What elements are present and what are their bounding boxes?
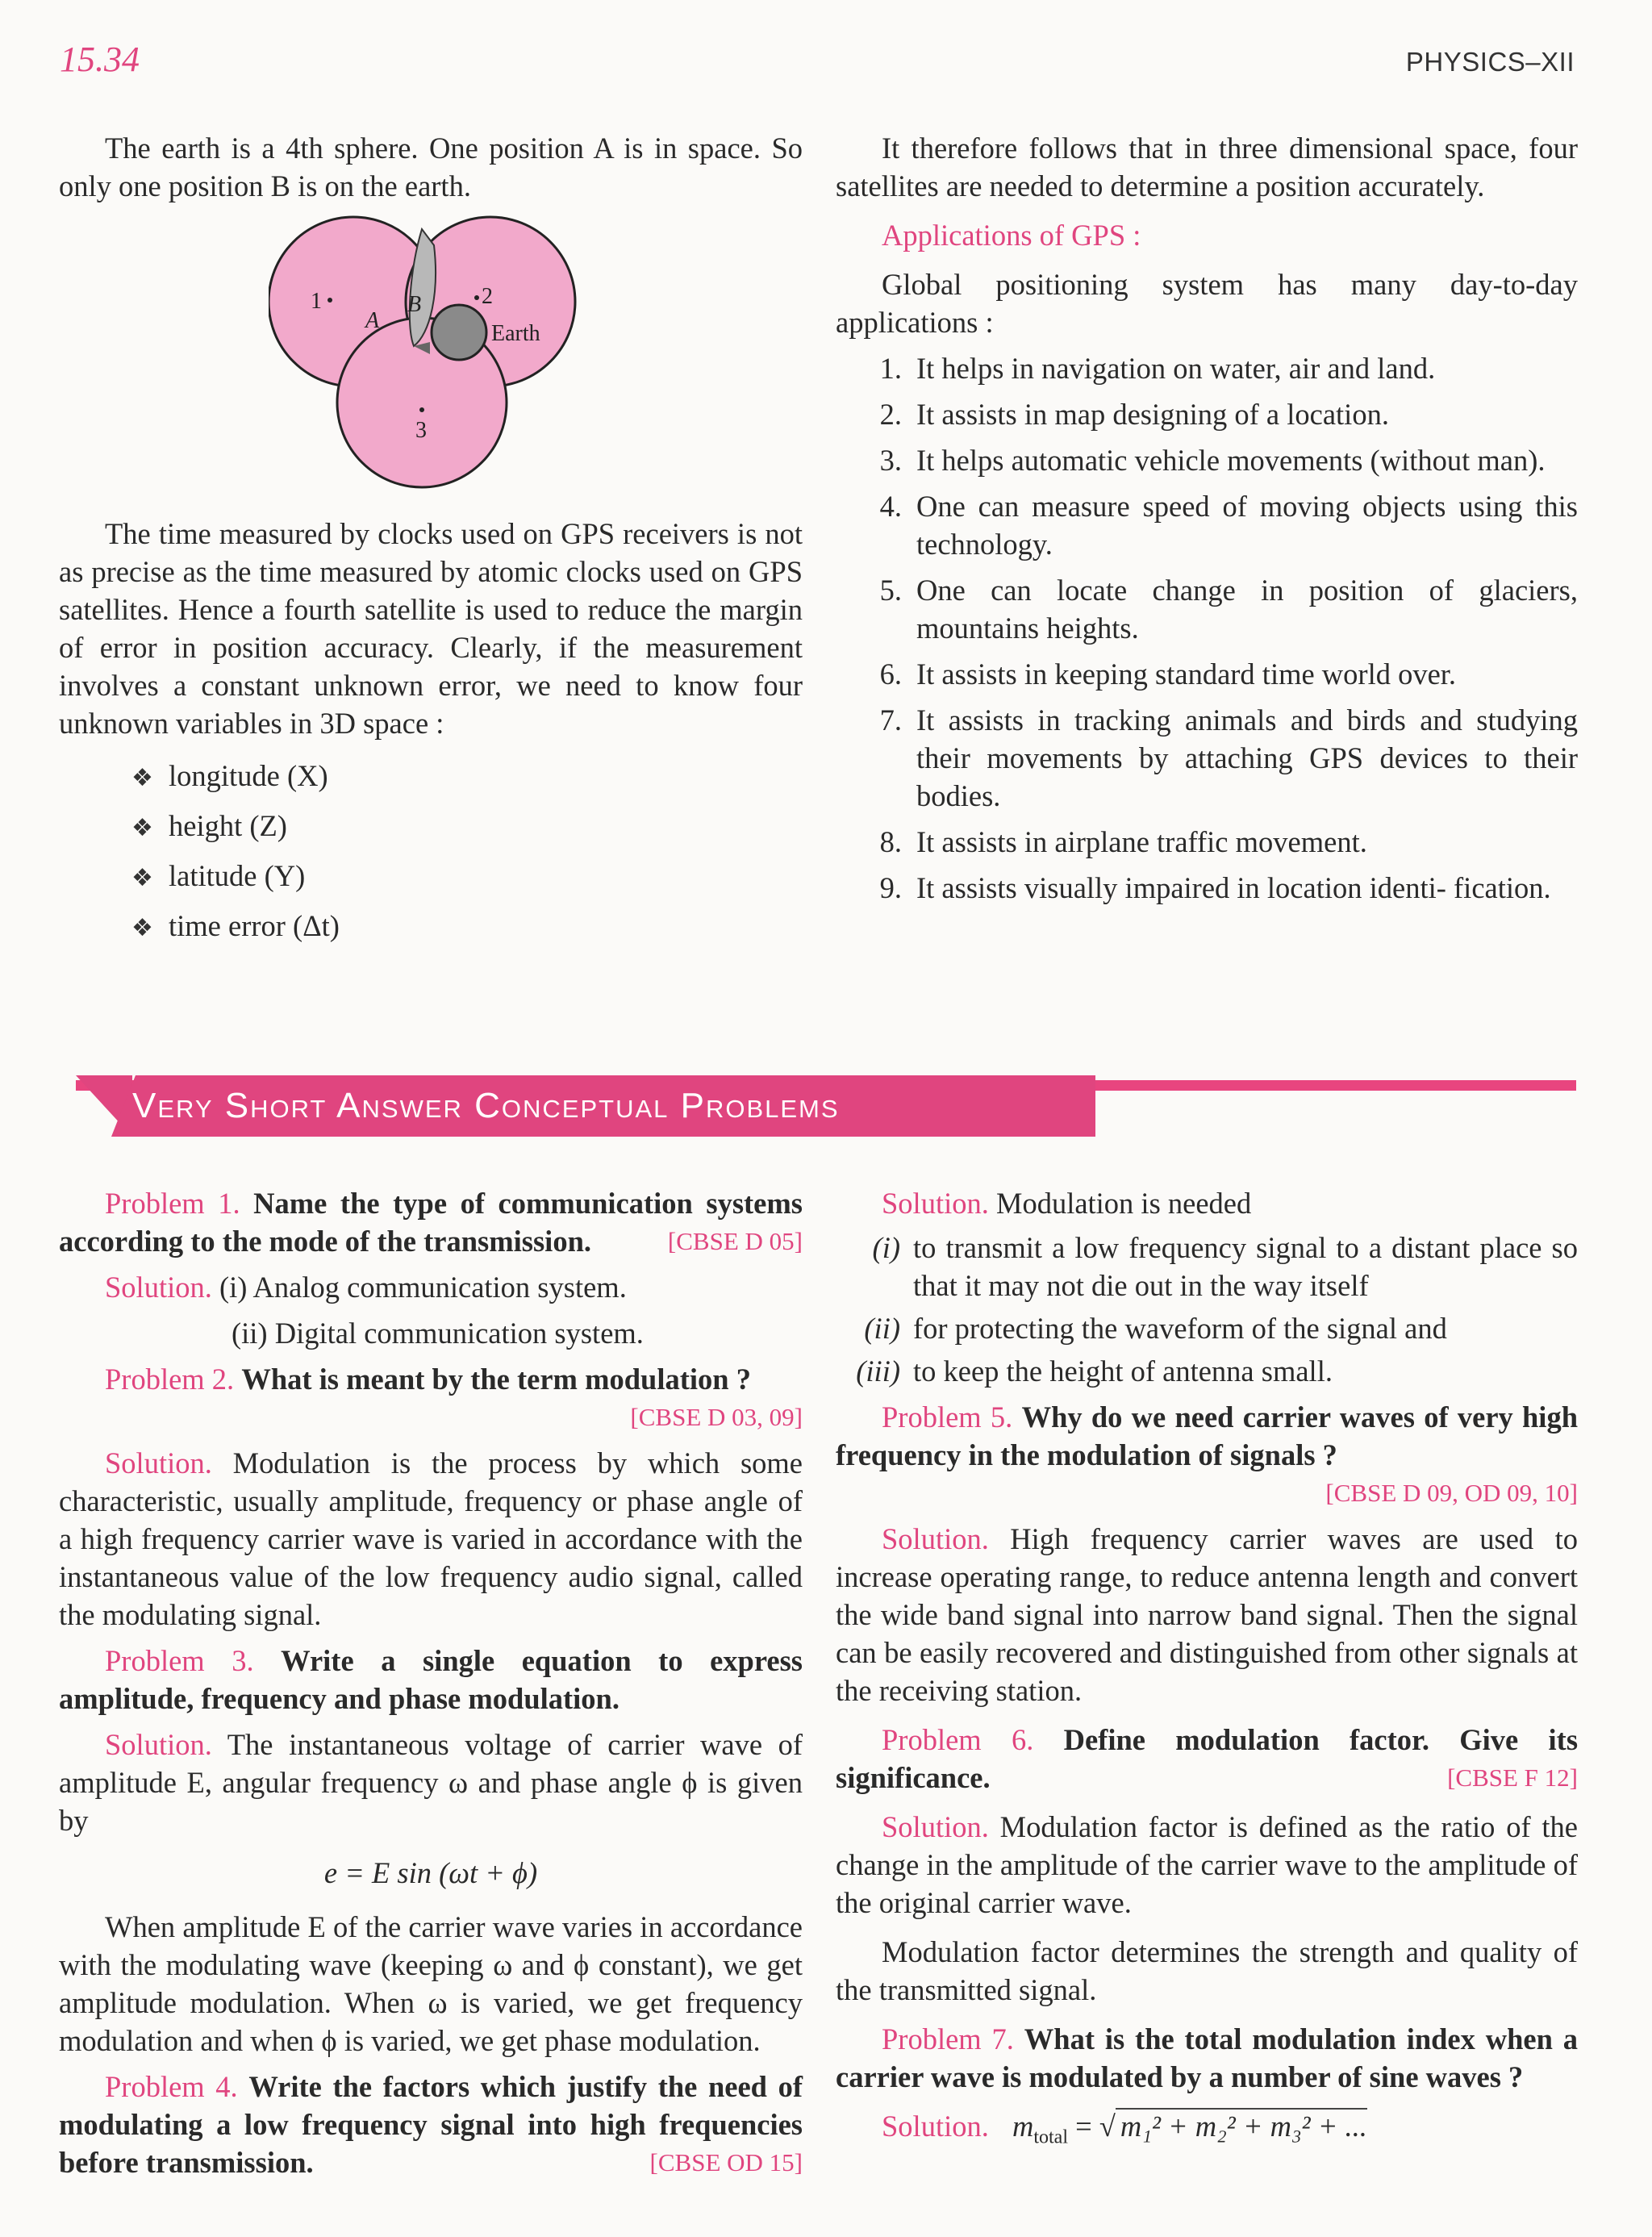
banner-title: Very Short Answer Conceptual Problems [132,1086,840,1125]
bullet-icon: ❖ [131,914,153,942]
citation: [CBSE D 03, 09] [630,1403,803,1431]
point-1 [327,298,332,303]
paragraph: Modulation factor determines the strength and quality of the transmitted signal. [836,1935,1578,2006]
left-top-column [59,129,803,952]
citation: [CBSE F 12] [1447,1763,1578,1792]
paragraph: When amplitude E of the carrier wave varies in accordance with the modulating wave (keeping ω and ϕ constant), we get amplitude modulation. When ω is varied, we get frequency modulation and when ϕ is varied, we get phase modulation. [59,1910,803,2057]
variables-list [59,752,803,952]
list-item: ❖ height (Z) [131,802,803,852]
problem-5: Problem 5. Why do we need carrier waves of very high frequency in the modulation of signals ? [836,1400,1579,1471]
list-item: ❖ longitude (X) [131,752,803,802]
list-item: 7. It assists in tracking animals and birds and studying their movements by attaching GPS devices to their bodies. [879,703,1578,812]
label-earth: Earth [491,321,540,346]
problem-6: Problem 6. Define modulation factor. Give its significance. [CBSE F 12] [836,1721,1578,1797]
label-2: 2 [482,284,493,309]
page-number: 15.34 [60,40,140,79]
problem-3: Problem 3. Write a single equation to express amplitude, frequency and phase modulation. [59,1644,803,1715]
problem-2: Problem 2. What is meant by the term modulation ? [105,1363,751,1396]
list-item: 1. It helps in navigation on water, air and land. [879,352,1436,385]
problem-4: Problem 4. Write the factors which justify the need of modulating a low frequency signal into high frequencies before transmission. [CBSE OD 15] [59,2068,803,2181]
citation: [CBSE D 05] [667,1227,803,1255]
label-1: 1 [311,289,322,314]
citation: [CBSE OD 15] [649,2148,803,2176]
earth-sphere [432,305,486,360]
problem-1: Problem 1. Name the type of communication systems according to the mode of the transmission. [CBSE D 05] [59,1184,803,1260]
list-item: 3. It helps automatic vehicle movements (without man). [879,444,1546,477]
list-item: ❖ latitude (Y) [131,852,803,902]
solution-1-b: (ii) Digital communication system. [232,1317,644,1350]
running-head: PHYSICS–XII [1405,47,1575,77]
solution-3: Solution. The instantaneous voltage of carrier wave of amplitude E, angular frequency ω and phase angle ϕ is given by [59,1728,803,1837]
right-bottom-column [836,1184,1578,2156]
solution-4-list [836,1229,1578,1390]
label-b: B [407,292,422,317]
label-a: A [365,308,380,333]
gps-spheres-diagram [269,213,591,503]
problem-7: Problem 7. What is the total modulation index when a carrier wave is modulated by a number of sine waves ? [836,2022,1579,2093]
solution-1: Solution. (i) Analog communication system. [105,1271,627,1304]
list-item: 5. One can locate change in position of glaciers, mountains heights. [879,574,1578,645]
paragraph: The time measured by clocks used on GPS receivers is not as precise as the time measured by atomic clocks used on GPS satellites. Hence a fourth satellite is used to reduce the margin of error in position accuracy. Clearly, if the measurement involves a constant unknown error, we need to know four unknown variables in 3D space : [59,517,803,740]
section-heading: Applications of GPS : [882,219,1141,252]
solution-7: Solution. $m_{total}$ = √ m₁² + m₂² + m₃² + ... [882,2110,1367,2148]
section-banner [76,1075,1576,1140]
left-bottom-column [59,1184,803,2181]
label-3: 3 [415,418,427,443]
point-2 [474,295,479,300]
list-item: (i) to transmit a low frequency signal to a distant place so that it may not die out in the way itself [872,1231,1578,1302]
bullet-icon: ❖ [131,814,153,842]
carrier-equation: e = E sin (ωt + ϕ) [323,1856,538,1889]
applications-list [836,349,1578,907]
citation: [CBSE D 09, OD 09, 10] [1325,1479,1578,1507]
list-item: 6. It assists in keeping standard time world over. [879,657,1457,691]
paragraph: It therefore follows that in three dimensional space, four satellites are needed to determine a position accurately. [836,131,1578,202]
list-item: ❖ time error (Δt) [131,902,803,952]
point-3 [419,407,424,412]
right-top-column [836,129,1578,907]
list-item: (iii) to keep the height of antenna small. [856,1354,1333,1388]
paragraph: The earth is a 4th sphere. One position A is in space. So only one position B is on the earth. [59,131,803,202]
list-item: 8. It assists in airplane traffic movement. [879,825,1367,858]
paragraph: Global positioning system has many day-to-day applications : [836,268,1578,339]
bullet-icon: ❖ [131,864,153,892]
list-item: 2. It assists in map designing of a location. [879,398,1389,431]
solution-6: Solution. Modulation factor is defined as the ratio of the change in the amplitude of the carrier wave to the amplitude of the original carrier wave. [836,1810,1578,1919]
list-item: (ii) for protecting the waveform of the signal and [864,1312,1447,1345]
solution-2: Solution. Modulation is the process by which some characteristic, usually amplitude, frequency or phase angle of a high frequency carrier wave is varied in accordance with the instantaneous value of the low frequency audio signal, called the modulating signal. [59,1446,803,1631]
solution-4: Solution. Modulation is needed [882,1187,1252,1220]
list-item: 9. It assists visually impaired in location identi- fication. [879,871,1551,904]
modulation-index-formula: m₁² + m₂² + m₃² + ... [1116,2108,1367,2143]
solution-5: Solution. High frequency carrier waves are used to increase operating range, to reduce antenna length and convert the wide band signal into narrow band signal. Then the signal can be easily recovered and distinguished from other signals at the receiving station. [836,1522,1578,1707]
bullet-icon: ❖ [131,764,153,792]
list-item: 4. One can measure speed of moving objects using this technology. [879,490,1578,561]
